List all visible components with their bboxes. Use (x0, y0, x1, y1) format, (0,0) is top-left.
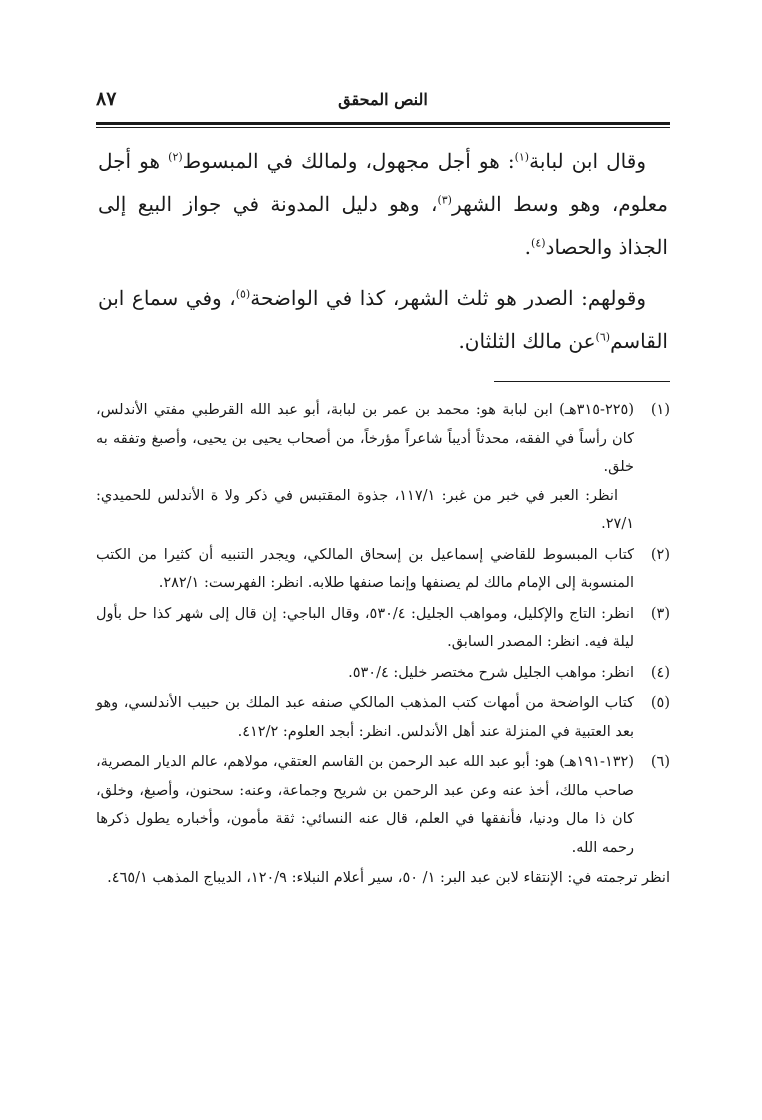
footnote-text: (١٣٢-١٩١هـ) هو: أبو عبد الله عبد الرحمن بن القاسم العتقي، مولاهم، عالم الديار المصرية، صاحب مالك، أخذ عنه وعن عبد الرحمن بن شريح وجماعة، وعنه: سحنون، وأصبغ، وخلق، كان ذا مال ودنيا، فأنفقها في العلم، قال عنه النسائي: ثقة مأمون، وأخباره يطول ذكرها رحمه الله. (96, 754, 634, 856)
footnote-6-continuation: انظر ترجمته في: الإنتقاء لابن عبد البر: ١/ ٥٠، سير أعلام النبلاء: ١٢٠/٩، الديباج المذهب ٤٦٥/١. (107, 870, 670, 886)
footnote-1 (96, 396, 670, 539)
footnote-ref-3[interactable]: (٣) (437, 193, 452, 207)
text-run: : هو أجل مجهول، ولمالك في المبسوط (182, 149, 515, 173)
footnote-ref-4[interactable]: (٤) (531, 236, 546, 250)
footnote-6 (96, 748, 670, 862)
footnote-4 (96, 659, 670, 688)
footnote-number: (٣) (650, 605, 670, 622)
footnote-2 (96, 541, 670, 598)
text-run: وقولهم: الصدر هو ثلث الشهر، كذا في الواضحة (250, 286, 646, 310)
footnote-text: كتاب الواضحة من أمهات كتب المذهب المالكي صنفه عبد الملك بن حبيب الأندلسي، وهو بعد العتبية في المنزلة عند أهل الأندلس. انظر: أبجد العلوم: ٤١٢/٢. (96, 695, 634, 740)
footnote-number: (٦) (650, 754, 670, 770)
footnote-5 (96, 689, 670, 746)
footnote-text: انظر: مواهب الجليل شرح مختصر خليل: ٥٣٠/٤. (348, 664, 634, 681)
footnote-separator (494, 381, 670, 382)
footnote-text: (٢٢٥-٣١٥هـ) ابن لبابة هو: محمد بن عمر بن لبابة، أبو عبد الله القرطبي مفتي الأندلس، كان رأساً في الفقه، محدثاً أديباً شاعراً مؤرخاً، من أصحاب يحيى بن يحيى، وأصبغ وتفقه به خلق. (96, 402, 634, 475)
footnote-ref-6[interactable]: (٦) (595, 330, 611, 344)
text-run: ، وهو دليل المدونة في جواز البيع إلى الجذاذ والحصاد (98, 192, 668, 259)
footnote-text: انظر: التاج والإكليل، ومواهب الجليل: ٥٣٠/٤، وقال الباجي: إن قال إلى شهر كذا حل بأول ليلة فيه. انظر: المصدر السابق. (96, 605, 634, 650)
page-header (96, 86, 670, 122)
text-run: عن مالك الثلثان. (458, 329, 596, 353)
header-rule-thin (96, 127, 670, 128)
text-run: ، وفي سماع ابن القاسم (98, 286, 668, 353)
text-run: . (524, 235, 532, 259)
footnote-ref-2[interactable]: (٢) (168, 150, 183, 164)
main-text (96, 140, 670, 363)
footnote-number: (٥) (650, 695, 670, 711)
text-run: هو أجل معلوم، وهو وسط الشهر (98, 149, 668, 216)
footnote-3 (96, 600, 670, 657)
footnotes (96, 396, 670, 893)
footnote-number: (٤) (650, 664, 670, 681)
footnote-ref-1[interactable]: (١) (514, 150, 530, 164)
text-run: وقال ابن لبابة (529, 149, 646, 173)
book-page (96, 86, 670, 893)
header-rule-thick (96, 122, 670, 125)
footnote-text: كتاب المبسوط للقاضي إسماعيل بن إسحاق المالكي، ويجدر التنبيه أن كثيرا من الكتب المنسوبة إلى الإمام مالك لم يصنفها وإنما صنفها طلابه. انظر: الفهرست: ٢٨٢/١. (96, 546, 634, 591)
paragraph-2 (98, 277, 668, 363)
page-number: ٨٧ (96, 88, 117, 110)
footnote-text: انظر: العبر في خبر من غبر: ١١٧/١، جذوة المقتبس في ذكر ولا ة الأندلس للحميدي: ٢٧/١. (96, 487, 634, 532)
footnote-number: (٢) (650, 546, 670, 563)
paragraph-1 (98, 140, 668, 269)
running-title: النص المحقق (338, 90, 428, 109)
footnote-ref-5[interactable]: (٥) (235, 287, 251, 301)
footnote-number: (١) (650, 402, 670, 418)
